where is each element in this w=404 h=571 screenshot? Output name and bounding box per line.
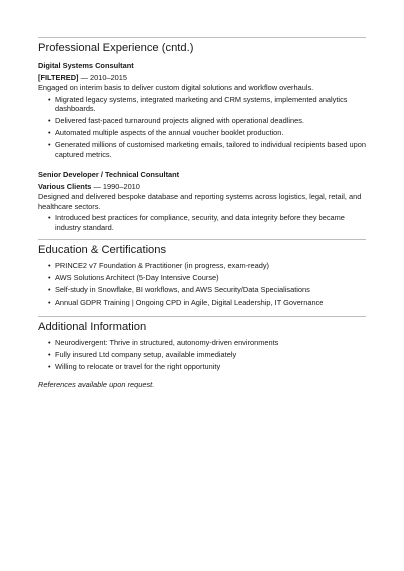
education-item: • AWS Solutions Architect (5-Day Intensive Course)	[48, 273, 366, 283]
job-meta	[38, 182, 366, 192]
additional-item: • Fully insured Ltd company setup, available immediately	[48, 350, 366, 360]
education-heading: Education & Certifications	[38, 244, 167, 257]
additional-item: • Willing to relocate or travel for the right opportunity	[48, 362, 366, 372]
job-entry	[38, 61, 366, 159]
job-summary: Designed and delivered bespoke database and reporting systems across logistics, legal, retail, and healthcare sectors.	[38, 192, 362, 211]
job-summary: Engaged on interim basis to deliver custom digital solutions and workflow overhauls.	[38, 83, 314, 92]
education-item: • Annual GDPR Training | Ongoing CPD in Agile, Digital Leadership, IT Governance	[48, 298, 366, 308]
job-bullets	[38, 213, 366, 232]
job-bullet: • Migrated legacy systems, integrated marketing and CRM systems, implemented analytics dashboards.	[48, 95, 366, 114]
job-org: [FILTERED]	[38, 73, 79, 82]
additional-section	[38, 316, 366, 390]
experience-section	[38, 37, 366, 232]
additional-heading: Additional Information	[38, 321, 147, 334]
education-item: • Self-study in Snowflake, BI workflows, and AWS Security/Data Specialisations	[48, 285, 366, 295]
job-entry	[38, 170, 366, 232]
job-title: Digital Systems Consultant	[38, 61, 134, 70]
job-bullet: • Delivered fast-paced turnaround projects aligned with operational deadlines.	[48, 116, 366, 126]
education-section	[38, 239, 366, 307]
experience-heading: Professional Experience (cntd.)	[38, 42, 194, 54]
job-org: Various Clients	[38, 182, 92, 192]
job-dates: — 2010–2015	[78, 73, 128, 82]
additional-item: • Neurodivergent: Thrive in structured, autonomy-driven environments	[48, 338, 366, 348]
additional-list	[38, 338, 366, 372]
education-item: • PRINCE2 v7 Foundation & Practitioner (in progress, exam-ready)	[48, 261, 366, 271]
job-bullet: • Introduced best practices for compliance, security, and data integrity before they became industry standard.	[48, 213, 366, 232]
job-meta	[38, 73, 366, 83]
job-bullets	[38, 95, 366, 160]
job-title: Senior Developer / Technical Consultant	[38, 170, 180, 180]
job-bullet: • Automated multiple aspects of the annual voucher booklet production.	[48, 128, 366, 138]
resume-page	[38, 37, 366, 390]
education-list	[38, 261, 366, 307]
job-bullet: • Generated millions of customised marketing emails, tailored to individual recipients based upon captured metrics.	[48, 140, 366, 159]
references-note: References available upon request.	[38, 379, 155, 389]
job-dates: — 1990–2010	[91, 182, 140, 192]
